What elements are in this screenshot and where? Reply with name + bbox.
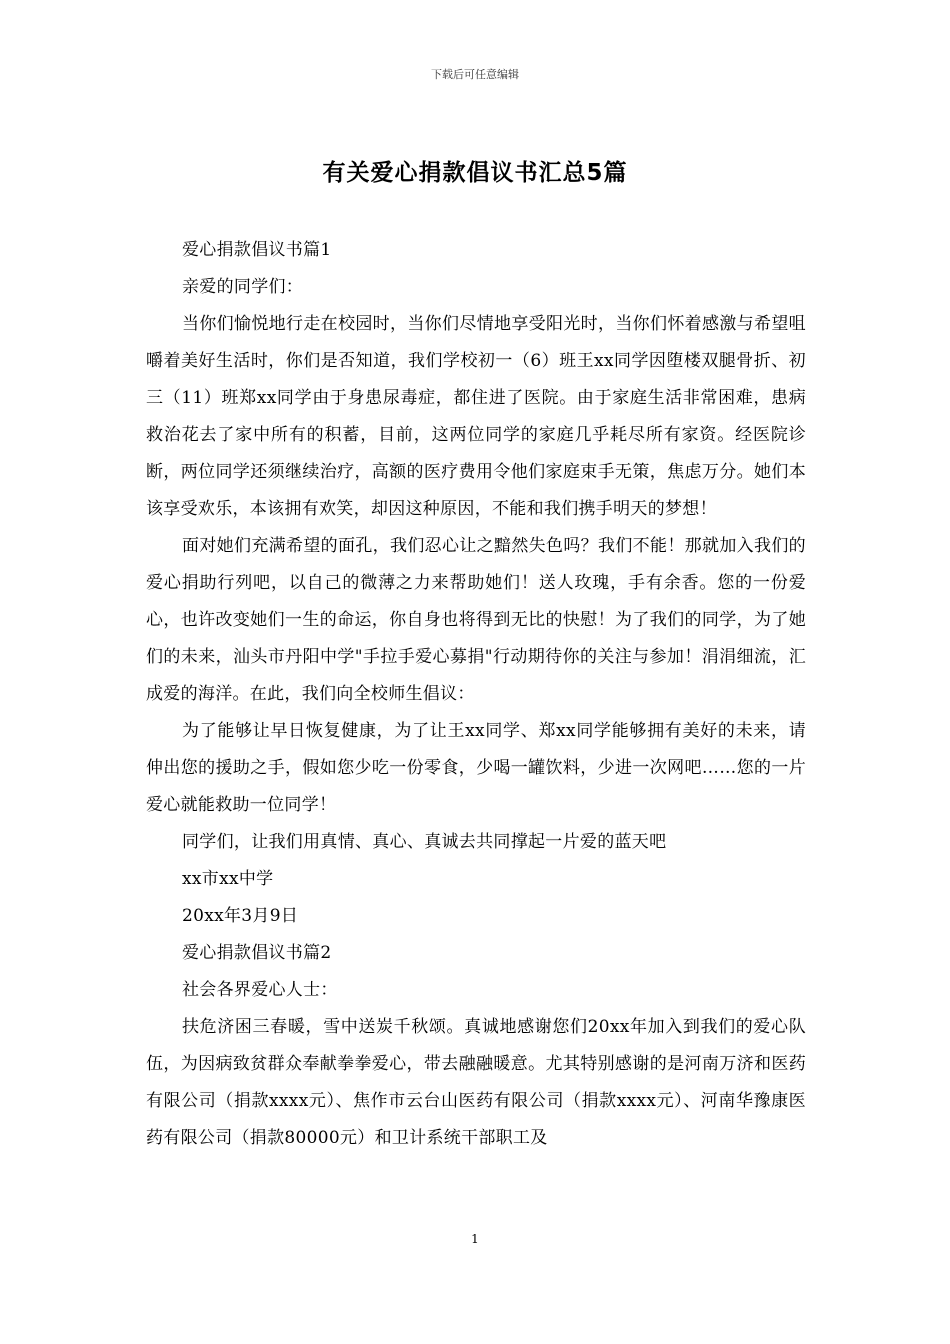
paragraph: 同学们，让我们用真情、真心、真诚去共同撑起一片爱的蓝天吧 [182,832,667,852]
paragraph: 面对她们充满希望的面孔，我们忍心让之黯然失色吗？我们不能！那就加入我们的爱心捐助行列吧，以自己的微薄之力来帮助她们！送人玫瑰，手有余香。您的一份爱心，也许改变她们一生的命运，你自身也将得到无比的快慰！为了我们的同学，为了她们的未来，汕头市丹阳中学"手拉手爱心募捐"行动期待你的关注与参加！涓涓细流，汇成爱的海洋。在此，我们向全校师生倡议： [146,536,806,704]
signature-org: xx市xx中学 [182,869,274,889]
page-number: 1 [471,1232,479,1246]
document-body [146,232,806,1157]
section-heading-2: 爱心捐款倡议书篇2 [182,943,332,963]
document-title: 有关爱心捐款倡议书汇总5篇 [322,160,628,186]
salutation-2: 社会各界爱心人士： [182,980,338,1000]
paragraph: 扶危济困三春暖，雪中送炭千秋颂。真诚地感谢您们20xx年加入到我们的爱心队伍，为因病致贫群众奉献拳拳爱心，带去融融暖意。尤其特别感谢的是河南万济和医药有限公司（捐款xxxx元）、焦作市云台山医药有限公司（捐款xxxx元）、河南华豫康医药有限公司（捐款80000元）和卫计系统干部职工及 [146,1017,806,1148]
salutation-1: 亲爱的同学们： [182,277,304,297]
signature-date: 20xx年3月9日 [182,906,299,926]
paragraph: 当你们愉悦地行走在校园时，当你们尽情地享受阳光时，当你们怀着感激与希望咀嚼着美好生活时，你们是否知道，我们学校初一（6）班王xx同学因堕楼双腿骨折、初三（11）班郑xx同学由于身患尿毒症，都住进了医院。由于家庭生活非常困难，患病救治花去了家中所有的积蓄，目前，这两位同学的家庭几乎耗尽所有家资。经医院诊断，两位同学还须继续治疗，高额的医疗费用令他们家庭束手无策，焦虑万分。她们本该享受欢乐，本该拥有欢笑，却因这种原因，不能和我们携手明天的梦想！ [146,314,806,519]
paragraph: 为了能够让早日恢复健康，为了让王xx同学、郑xx同学能够拥有美好的未来，请伸出您的援助之手，假如您少吃一份零食，少喝一罐饮料，少进一次网吧……您的一片爱心就能救助一位同学！ [146,721,806,815]
header-note: 下载后可任意编辑 [431,68,519,81]
section-heading-1: 爱心捐款倡议书篇1 [182,240,332,260]
